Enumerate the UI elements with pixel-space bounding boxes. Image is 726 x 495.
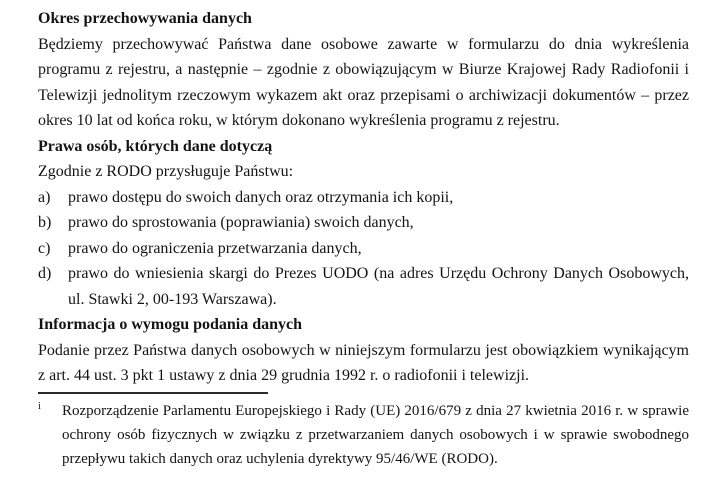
footnote-divider [38,392,268,394]
data-subject-rights-heading: Prawa osób, których dane dotyczą [38,137,273,155]
list-item-marker: d) [38,265,52,282]
list-item [38,185,689,211]
list-item [38,236,689,262]
section-retention-period [38,6,689,134]
list-item [38,261,689,312]
retention-period-paragraph: Będziemy przechowywać Państwa dane osobowe zawarte w formularzu do dnia wykreślenia programu z rejestru, a następnie – zgodnie z obowiązującym w Biurze Krajowej Rady Radiofonii i Telewizji jednolitym rzeczowym wykazem akt oraz przepisami o archiwizacji dokumentów – przez okres 10 lat od końca roku, w którym dokonano wykreślenia programu z rejestru. [38,35,689,129]
data-subject-rights-intro: Zgodnie z RODO przysługuje Państwu: [38,163,294,180]
footnote [38,399,689,471]
footnote-marker: i [38,400,41,412]
data-requirement-heading: Informacja o wymogu podania danych [38,316,303,333]
section-data-requirement-info [38,312,689,389]
footnote-text: Rozporządzenie Parlamentu Europejskiego i Rady (UE) 2016/679 z dnia 27 kwietnia 2016 r. w sprawie ochrony osób fizycznych w związku z przetwarzaniem danych osobowych i w sprawie swobodnego przepływu takich danych oraz uchylenia dyrektywy 95/46/WE (RODO). [62,402,689,467]
list-item-marker: b) [38,214,52,231]
list-item-marker: c) [38,239,51,257]
retention-period-heading: Okres przechowywania danych [38,10,252,27]
footnote-area [38,392,689,471]
list-item-text: prawo do sprostowania (poprawiania) swoich danych, [68,214,414,231]
data-requirement-paragraph: Podanie przez Państwa danych osobowych w niniejszym formularzu jest obowiązkiem wynikającym z art. 44 ust. 3 pkt 1 ustawy z dnia 29 grudnia 1992 r. o radiofonii i telewizji. [38,341,689,384]
list-item-text: prawo do ograniczenia przetwarzania danych, [68,239,362,257]
section-data-subject-rights [38,134,689,313]
list-item-marker: a) [38,188,51,206]
list-item-text: prawo do wniesienia skargi do Prezes UODO (na adres Urzędu Ochrony Danych Osobowych, ul. Stawki 2, 00-193 Warszawa). [68,265,689,308]
list-item [38,210,689,236]
list-item-text: prawo dostępu do swoich danych oraz otrzymania ich kopii, [68,188,454,206]
